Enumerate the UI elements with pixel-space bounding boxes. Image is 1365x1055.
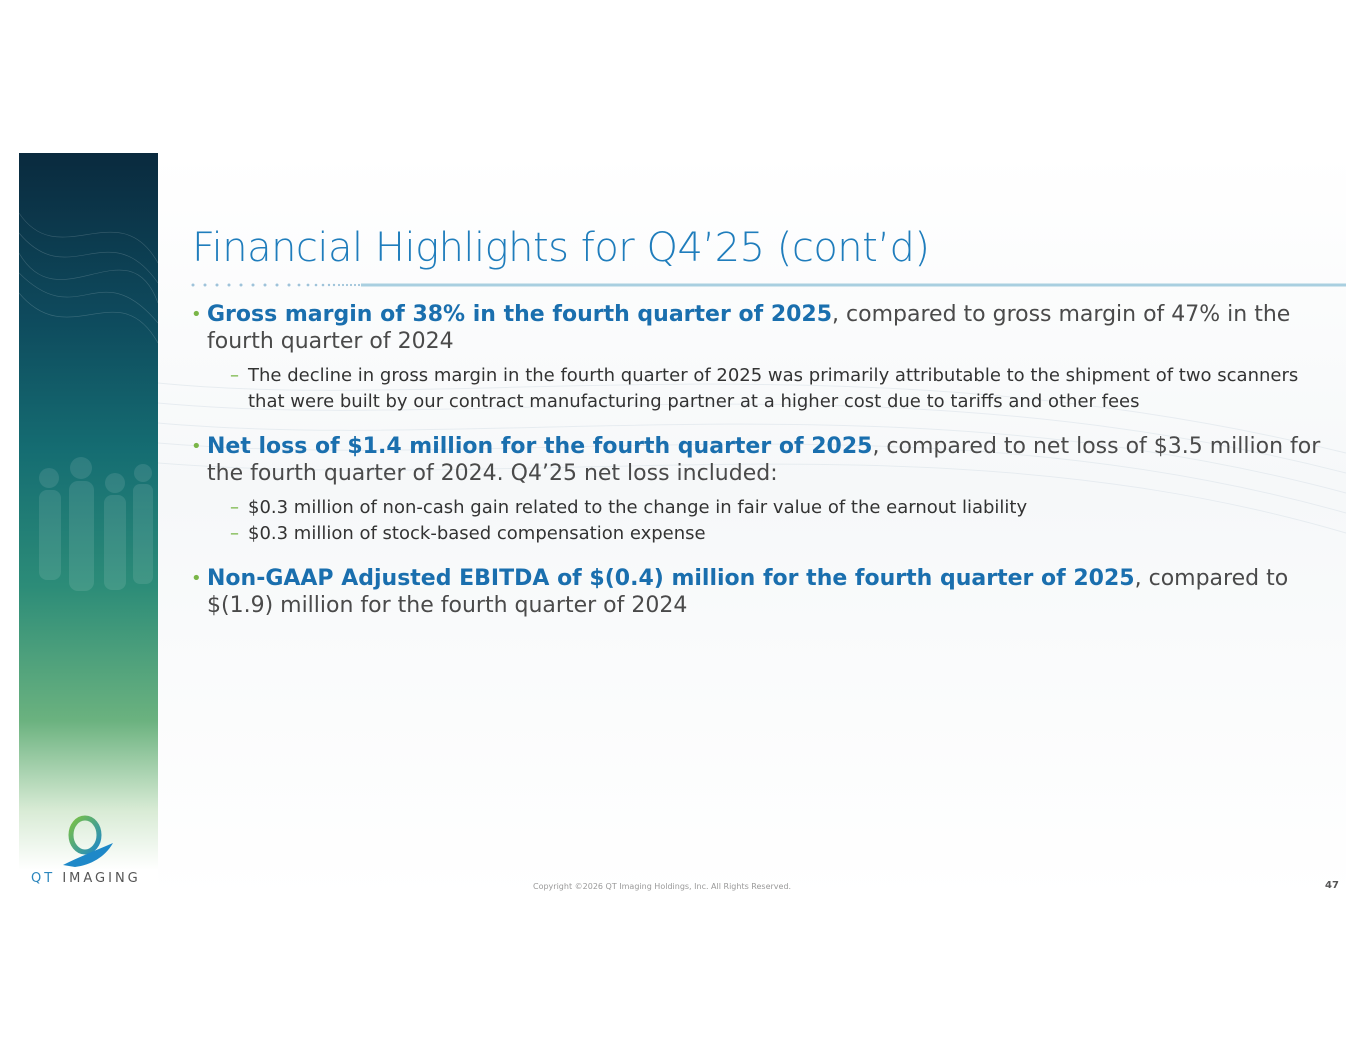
sub-bullet-item bbox=[230, 521, 1329, 547]
sub-bullet-text: $0.3 million of stock-based compensation expense bbox=[248, 523, 706, 544]
page-number: 47 bbox=[1325, 880, 1339, 891]
bullet-text: , compared to net loss of $3.5 million for the fourth quarter of 2024. Q4’25 net loss included: bbox=[207, 434, 1321, 486]
bullet-marker: • bbox=[191, 568, 202, 589]
sub-bullet-text: The decline in gross margin in the fourth quarter of 2025 was primarily attributable to the shipment of two scanners that were built by our contract manufacturing partner at a higher cost due to tariffs and other fees bbox=[248, 365, 1299, 412]
sub-bullet-item bbox=[230, 363, 1329, 415]
copyright-text: Copyright ©2026 QT Imaging Holdings, Inc. All Rights Reserved. bbox=[533, 882, 792, 891]
dash-marker: – bbox=[230, 365, 239, 386]
sub-bullet-item bbox=[230, 495, 1329, 521]
bullet-item-adjusted-ebitda bbox=[189, 565, 1329, 619]
bullet-marker: • bbox=[191, 436, 202, 457]
page-title: Financial Highlights for Q4’25 (cont’d) bbox=[192, 225, 930, 271]
bullet-marker: • bbox=[191, 304, 202, 325]
sub-bullet-text: $0.3 million of non-cash gain related to the change in fair value of the earnout liability bbox=[248, 497, 1028, 518]
title-divider bbox=[189, 280, 1346, 288]
bullet-highlight: Net loss of $1.4 million for the fourth quarter of 2025 bbox=[207, 434, 873, 459]
logo-qt: QT bbox=[31, 871, 56, 886]
bullet-highlight: Non-GAAP Adjusted EBITDA of $(0.4) million for the fourth quarter of 2025 bbox=[207, 566, 1135, 591]
dash-marker: – bbox=[230, 523, 239, 544]
bullet-text: , compared to $(1.9) million for the fourth quarter of 2024 bbox=[207, 566, 1289, 618]
slide bbox=[19, 153, 1346, 900]
sub-bullet-list bbox=[230, 495, 1329, 547]
bullet-item-net-loss bbox=[189, 433, 1329, 547]
bullet-text: , compared to gross margin of 47% in the fourth quarter of 2024 bbox=[207, 302, 1291, 354]
dash-marker: – bbox=[230, 497, 239, 518]
logo-wordmark bbox=[31, 871, 141, 886]
logo-imaging: IMAGING bbox=[62, 871, 141, 886]
side-panel bbox=[19, 153, 158, 900]
bullet-item-gross-margin bbox=[189, 301, 1329, 415]
bullet-highlight: Gross margin of 38% in the fourth quarter of 2025 bbox=[207, 302, 833, 327]
sub-bullet-list bbox=[230, 363, 1329, 415]
silhouettes-graphic bbox=[19, 153, 158, 900]
bullet-list bbox=[189, 301, 1329, 627]
